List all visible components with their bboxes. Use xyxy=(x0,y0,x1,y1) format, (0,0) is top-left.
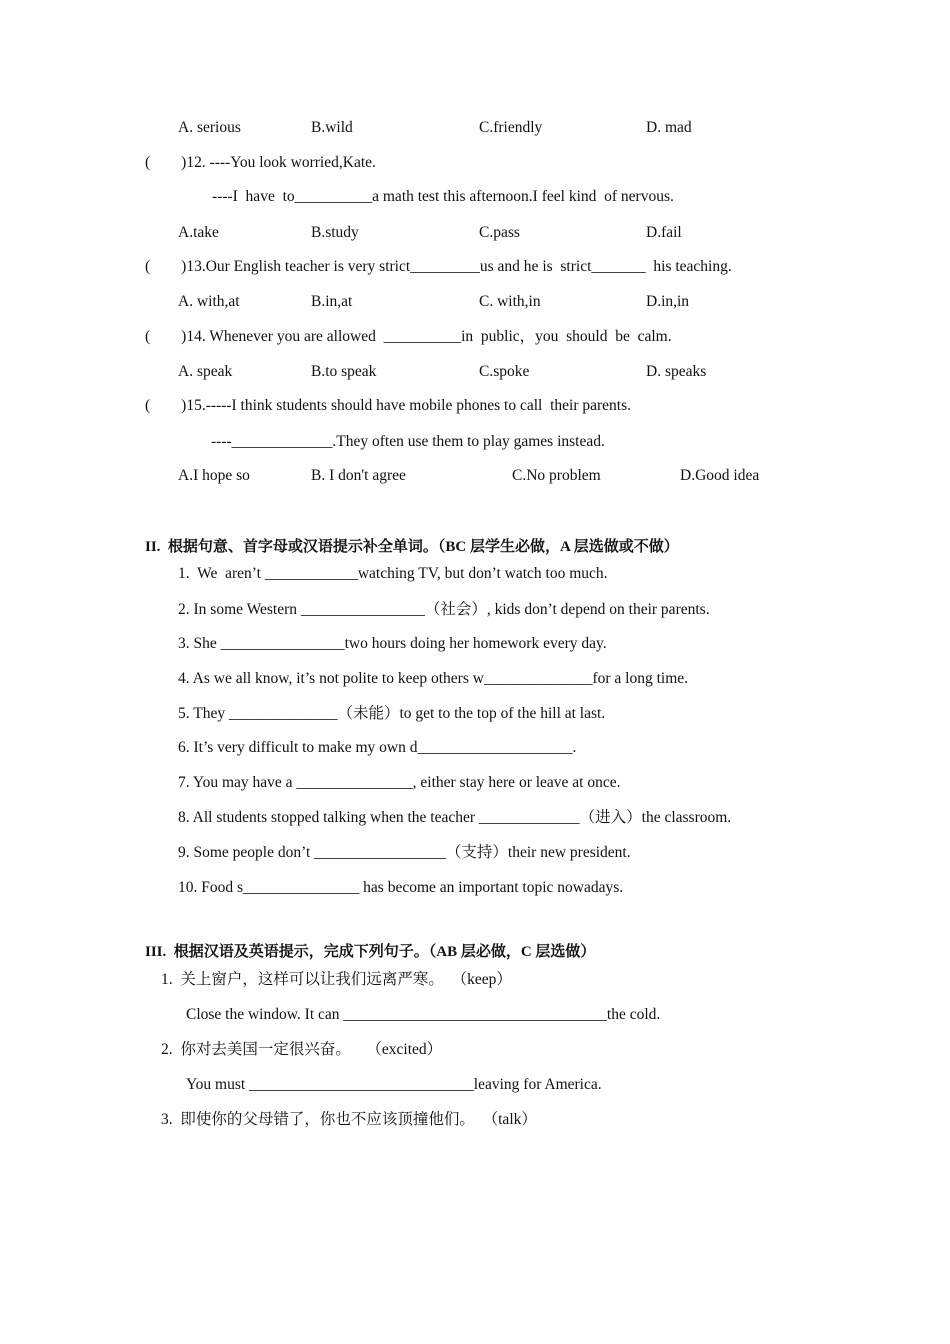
q12-option-d: D.fail xyxy=(646,224,682,241)
q12-option-a: A.take xyxy=(178,224,219,241)
q11-option-d: D. mad xyxy=(646,119,692,136)
q14-option-b: B.to speak xyxy=(311,363,377,380)
section2-item-8: 8. All students stopped talking when the teacher _____________（进入）the classroom. xyxy=(178,809,732,826)
q13-option-a: A. with,at xyxy=(178,293,240,310)
q14-option-c: C.spoke xyxy=(479,363,530,380)
section3-item-2-en: You must _____________________________leaving for America. xyxy=(186,1076,602,1093)
q13-option-d: D.in,in xyxy=(646,293,690,310)
section2-item-3: 3. She ________________two hours doing her homework every day. xyxy=(178,635,607,652)
q15-option-c: C.No problem xyxy=(512,467,601,484)
q15-option-a: A.I hope so xyxy=(178,467,250,484)
q15-line2: ----_____________.They often use them to play games instead. xyxy=(211,433,605,450)
section2-heading: II. 根据句意、首字母或汉语提示补全单词。（BC 层学生必做，A 层选做或不做） xyxy=(145,539,679,555)
section3-item-1-en: Close the window. It can __________________________________the cold. xyxy=(186,1006,661,1023)
q15-option-d: D.Good idea xyxy=(680,467,760,484)
section2-item-7: 7. You may have a _______________, either stay here or leave at once. xyxy=(178,774,621,791)
section2-item-1: 1. We aren’t ____________watching TV, but don’t watch too much. xyxy=(178,565,608,582)
q12-option-c: C.pass xyxy=(479,224,520,241)
q12-stem: ( )12. ----You look worried,Kate. xyxy=(145,154,376,171)
q13-option-b: B.in,at xyxy=(311,293,353,310)
section2-item-10: 10. Food s_______________ has become an important topic nowadays. xyxy=(178,879,624,896)
q11-option-b: B.wild xyxy=(311,119,353,136)
q11-option-a: A. serious xyxy=(178,119,241,136)
section3-item-2-cn: 2. 你对去美国一定很兴奋。 （excited） xyxy=(161,1041,443,1058)
q14-option-d: D. speaks xyxy=(646,363,707,380)
section3-heading: III. 根据汉语及英语提示，完成下列句子。（AB 层必做，C 层选做） xyxy=(145,944,596,960)
q12-line2: ----I have to__________a math test this afternoon.I feel kind of nervous. xyxy=(212,188,674,205)
section3-item-3-cn: 3. 即使你的父母错了，你也不应该顶撞他们。 （talk） xyxy=(161,1111,537,1128)
q15-stem: ( )15.-----I think students should have mobile phones to call their parents. xyxy=(145,397,631,414)
q11-option-c: C.friendly xyxy=(479,119,543,136)
section2-item-5: 5. They ______________（未能）to get to the top of the hill at last. xyxy=(178,705,606,722)
q14-stem: ( )14. Whenever you are allowed __________in public，you should be calm. xyxy=(145,328,672,345)
section2-item-9: 9. Some people don’t _________________（支持）their new president. xyxy=(178,844,631,861)
section2-item-6: 6. It’s very difficult to make my own d____________________. xyxy=(178,739,577,756)
q12-option-b: B.study xyxy=(311,224,359,241)
q13-option-c: C. with,in xyxy=(479,293,541,310)
section2-item-2: 2. In some Western ________________（社会）, kids don’t depend on their parents. xyxy=(178,601,710,618)
section3-item-1-cn: 1. 关上窗户，这样可以让我们远离严寒。 （keep） xyxy=(161,971,512,988)
q13-stem: ( )13.Our English teacher is very strict_________us and he is strict_______ his teaching. xyxy=(145,258,732,275)
section2-item-4: 4. As we all know, it’s not polite to keep others w______________for a long time. xyxy=(178,670,689,687)
q15-option-b: B. I don't agree xyxy=(311,467,406,484)
q14-option-a: A. speak xyxy=(178,363,233,380)
